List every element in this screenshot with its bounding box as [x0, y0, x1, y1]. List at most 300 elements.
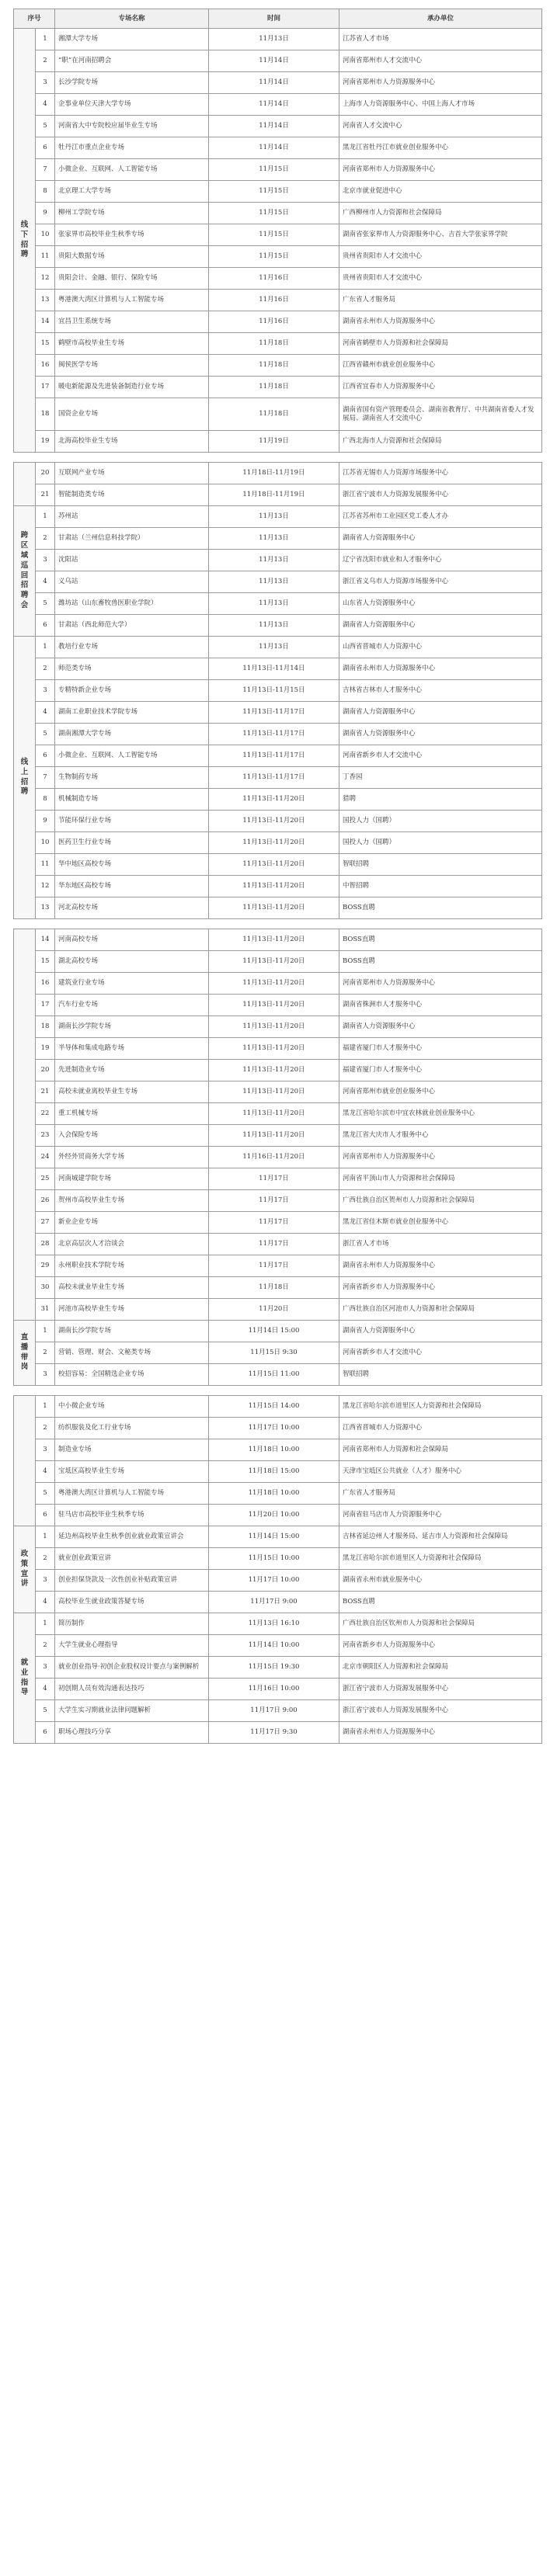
- organizer: 河南省郑州市就业创业服务中心: [339, 1081, 542, 1103]
- organizer: 湖南省人力资源服务中心: [339, 1016, 542, 1038]
- event-name: 校招容易：全国精选企业专场: [55, 1364, 209, 1386]
- organizer: 湖南省永州市人力资源服务中心: [339, 1255, 542, 1277]
- event-name: “职”在河南招聘会: [55, 50, 209, 72]
- category-cell: [14, 637, 36, 919]
- event-name: 湘潭大学专场: [55, 29, 209, 50]
- schedule-document: [13, 9, 541, 1753]
- row-number: 10: [36, 224, 55, 246]
- table-row: [14, 159, 542, 181]
- row-number: 13: [36, 897, 55, 919]
- event-name: 苏州站: [55, 506, 209, 528]
- event-time: 11月17日 9:00: [209, 1592, 339, 1613]
- organizer: 河南省郑州市人力资源服务中心: [339, 159, 542, 181]
- table-row: [14, 1103, 542, 1125]
- event-name: 医药卫生行业专场: [55, 832, 209, 854]
- event-name: 高校未就业毕业生专场: [55, 1277, 209, 1299]
- event-name: 湖南长沙学院专场: [55, 1321, 209, 1342]
- row-number: 24: [36, 1147, 55, 1168]
- row-number: 17: [36, 377, 55, 398]
- event-name: 机械制造专场: [55, 789, 209, 811]
- row-number: 4: [36, 1679, 55, 1700]
- event-time: 11月17日 9:30: [209, 1722, 339, 1744]
- event-time: 11月20日: [209, 1299, 339, 1321]
- event-time: 11月13日: [209, 528, 339, 550]
- row-number: 3: [36, 72, 55, 94]
- event-name: 国资企业专场: [55, 398, 209, 431]
- row-number: 1: [36, 1613, 55, 1635]
- event-time: 11月13日-11月17日: [209, 745, 339, 767]
- event-name: 北海高校毕业生专场: [55, 431, 209, 453]
- event-time: 11月18日: [209, 377, 339, 398]
- event-name: 中小微企业专场: [55, 1396, 209, 1418]
- organizer: 湖南省株洲市人才服务中心: [339, 995, 542, 1016]
- event-name: 柳州工学院专场: [55, 203, 209, 224]
- event-time: 11月15日: [209, 159, 339, 181]
- organizer: 湖南省人力资源服务中心: [339, 724, 542, 745]
- event-name: 专精特新企业专场: [55, 680, 209, 702]
- event-name: 华中地区高校专场: [55, 854, 209, 876]
- row-number: 3: [36, 1364, 55, 1386]
- row-number: 2: [36, 1635, 55, 1657]
- row-number: 23: [36, 1125, 55, 1147]
- row-number: 20: [36, 1060, 55, 1081]
- row-number: 5: [36, 593, 55, 615]
- event-name: 河北高校专场: [55, 897, 209, 919]
- organizer: 贵州省贵阳市人才交流中心: [339, 268, 542, 290]
- organizer: 广西壮族自治区贺州市人力资源和社会保障局: [339, 1190, 542, 1212]
- event-time: 11月15日 11:00: [209, 1364, 339, 1386]
- organizer: 浙江省宁波市人力资源发展服务中心: [339, 484, 542, 506]
- table-row: [14, 1548, 542, 1570]
- event-name: 企事业单位天津大学专场: [55, 94, 209, 116]
- organizer: 黑龙江省大庆市人才服务中心: [339, 1125, 542, 1147]
- event-name: 张家界市高校毕业生秋季专场: [55, 224, 209, 246]
- event-name: 鹤壁市高校毕业生专场: [55, 333, 209, 355]
- row-number: 7: [36, 767, 55, 789]
- event-time: 11月14日: [209, 137, 339, 159]
- event-name: 沈阳站: [55, 550, 209, 571]
- event-time: 11月13日-11月20日: [209, 973, 339, 995]
- event-time: 11月15日 9:30: [209, 1342, 339, 1364]
- event-time: 11月13日-11月17日: [209, 767, 339, 789]
- event-name: 长沙学院专场: [55, 72, 209, 94]
- organizer: 湖南省永州市人力资源服务中心: [339, 658, 542, 680]
- event-time: 11月18日-11月19日: [209, 463, 339, 484]
- category-cell: [14, 1613, 36, 1744]
- event-time: 11月13日: [209, 506, 339, 528]
- event-name: 粤港澳大湾区计算机与人工智能专场: [55, 1483, 209, 1505]
- event-name: 闽侯医学专场: [55, 355, 209, 377]
- category-cell: [14, 506, 36, 637]
- table-row: [14, 1081, 542, 1103]
- table-row: [14, 951, 542, 973]
- row-number: 11: [36, 246, 55, 268]
- event-name: 简历制作: [55, 1613, 209, 1635]
- event-time: 11月17日 10:00: [209, 1418, 339, 1439]
- organizer: 浙江省宁波市人力资源发展服务中心: [339, 1700, 542, 1722]
- header-row: [14, 9, 542, 29]
- event-name: 湖南工业职业技术学院专场: [55, 702, 209, 724]
- header-name: 专场名称: [55, 9, 209, 29]
- organizer: 黑龙江省牡丹江市就业创业服务中心: [339, 137, 542, 159]
- table-row: [14, 1038, 542, 1060]
- row-number: 1: [36, 1321, 55, 1342]
- event-time: 11月13日-11月20日: [209, 832, 339, 854]
- table-row: [14, 929, 542, 951]
- event-time: 11月14日: [209, 116, 339, 137]
- category-label: 直播带岗: [20, 1332, 29, 1372]
- organizer: 山东省人力资源服务中心: [339, 593, 542, 615]
- row-number: 7: [36, 159, 55, 181]
- event-time: 11月18日: [209, 1277, 339, 1299]
- event-name: 小微企业、互联网、人工智能专场: [55, 159, 209, 181]
- event-time: 11月17日 9:00: [209, 1700, 339, 1722]
- table-row: [14, 745, 542, 767]
- row-number: 5: [36, 116, 55, 137]
- event-name: 职场心理技巧分享: [55, 1722, 209, 1744]
- table-row: [14, 571, 542, 593]
- event-name: 师范类专场: [55, 658, 209, 680]
- row-number: 9: [36, 203, 55, 224]
- row-number: 4: [36, 94, 55, 116]
- organizer: 国投人力（国聘）: [339, 832, 542, 854]
- event-name: 河池市高校毕业生专场: [55, 1299, 209, 1321]
- row-number: 2: [36, 50, 55, 72]
- table-row: [14, 550, 542, 571]
- table-row: [14, 1342, 542, 1364]
- schedule-table: [13, 1395, 542, 1744]
- event-name: 湖北高校专场: [55, 951, 209, 973]
- organizer: 福建省厦门市人才服务中心: [339, 1038, 542, 1060]
- event-name: 贵阳会计、金融、银行、保险专场: [55, 268, 209, 290]
- event-time: 11月13日-11月20日: [209, 995, 339, 1016]
- row-number: 10: [36, 832, 55, 854]
- event-time: 11月16日 10:00: [209, 1679, 339, 1700]
- event-time: 11月14日 15:00: [209, 1321, 339, 1342]
- row-number: 14: [36, 929, 55, 951]
- organizer: BOSS直聘: [339, 1592, 542, 1613]
- row-number: 18: [36, 398, 55, 431]
- event-time: 11月14日: [209, 50, 339, 72]
- event-name: 暖电新能源及先进装备制造行业专场: [55, 377, 209, 398]
- row-number: 1: [36, 1396, 55, 1418]
- table-row: [14, 680, 542, 702]
- event-name: 入会保险专场: [55, 1125, 209, 1147]
- organizer: BOSS直聘: [339, 929, 542, 951]
- row-number: 1: [36, 506, 55, 528]
- organizer: 北京市朝阳区人力资源和社会保障局: [339, 1657, 542, 1679]
- organizer: 湖南省国有资产管理委员会、湖南省教育厅、中共湖南省委人才发展局、湖南省人才交流中心: [339, 398, 542, 431]
- event-time: 11月16日: [209, 290, 339, 311]
- organizer: 河南省郑州市人力资源服务中心: [339, 973, 542, 995]
- organizer: 黑龙江省佳木斯市就业创业服务中心: [339, 1212, 542, 1234]
- event-time: 11月13日-11月17日: [209, 724, 339, 745]
- organizer: 湖南省人力资源服务中心: [339, 1321, 542, 1342]
- organizer: BOSS直聘: [339, 951, 542, 973]
- row-number: 5: [36, 1700, 55, 1722]
- event-time: 11月18日: [209, 355, 339, 377]
- table-row: [14, 268, 542, 290]
- event-time: 11月17日: [209, 1212, 339, 1234]
- event-time: 11月14日 10:00: [209, 1635, 339, 1657]
- organizer: 猎聘: [339, 789, 542, 811]
- event-name: 汽车行业专场: [55, 995, 209, 1016]
- event-time: 11月13日: [209, 593, 339, 615]
- table-row: [14, 484, 542, 506]
- table-row: [14, 724, 542, 745]
- row-number: 21: [36, 484, 55, 506]
- table-row: [14, 615, 542, 637]
- schedule-table: [13, 462, 542, 919]
- table-row: [14, 1125, 542, 1147]
- event-time: 11月13日-11月20日: [209, 897, 339, 919]
- event-time: 11月15日 19:30: [209, 1657, 339, 1679]
- event-name: 潍坊站（山东畜牧兽医职业学院）: [55, 593, 209, 615]
- event-time: 11月13日 16:10: [209, 1613, 339, 1635]
- event-name: 创业担保贷款及一次性创业补贴政策宣讲: [55, 1570, 209, 1592]
- event-name: 生物制药专场: [55, 767, 209, 789]
- organizer: 江苏省无锡市人力资源市场服务中心: [339, 463, 542, 484]
- event-name: 河南高校专场: [55, 929, 209, 951]
- row-number: 3: [36, 680, 55, 702]
- organizer: 湖南省张家界市人力资源服务中心、吉首大学张家界学院: [339, 224, 542, 246]
- table-row: [14, 593, 542, 615]
- row-number: 5: [36, 1483, 55, 1505]
- organizer: 广西壮族自治区钦州市人力资源和社会保障局: [339, 1613, 542, 1635]
- event-name: 小微企业、互联网、人工智能专场: [55, 745, 209, 767]
- row-number: 1: [36, 29, 55, 50]
- organizer: 江西省宜春市人力资源服务中心: [339, 377, 542, 398]
- event-name: 新业企业专场: [55, 1212, 209, 1234]
- table-row: [14, 203, 542, 224]
- row-number: 8: [36, 181, 55, 203]
- event-time: 11月18日 10:00: [209, 1439, 339, 1461]
- table-row: [14, 1190, 542, 1212]
- organizer: 智联招聘: [339, 854, 542, 876]
- organizer: 吉林省吉林市人才服务中心: [339, 680, 542, 702]
- organizer: 河南省郑州市人力资源服务中心: [339, 72, 542, 94]
- table-row: [14, 1679, 542, 1700]
- row-number: 2: [36, 1548, 55, 1570]
- event-time: 11月16日-11月20日: [209, 1147, 339, 1168]
- event-time: 11月17日: [209, 1255, 339, 1277]
- event-name: 互联网产业专场: [55, 463, 209, 484]
- organizer: 河南省新乡市人力资源服务中心: [339, 1635, 542, 1657]
- organizer: 湖南省永州市就业服务中心: [339, 1570, 542, 1592]
- row-number: 14: [36, 311, 55, 333]
- event-name: 制造业专场: [55, 1439, 209, 1461]
- event-time: 11月14日: [209, 94, 339, 116]
- organizer: 广西北海市人力资源和社会保障局: [339, 431, 542, 453]
- row-number: 6: [36, 1505, 55, 1526]
- event-time: 11月17日: [209, 1234, 339, 1255]
- category-cell: [14, 1321, 36, 1386]
- event-name: 北京理工大学专场: [55, 181, 209, 203]
- row-number: 12: [36, 876, 55, 897]
- row-number: 27: [36, 1212, 55, 1234]
- event-name: 高校毕业生就业政策答疑专场: [55, 1592, 209, 1613]
- row-number: 3: [36, 550, 55, 571]
- table-row: [14, 1168, 542, 1190]
- row-number: 25: [36, 1168, 55, 1190]
- organizer: 北京市就业促进中心: [339, 181, 542, 203]
- event-name: 湖南长沙学院专场: [55, 1016, 209, 1038]
- table-row: [14, 311, 542, 333]
- event-time: 11月13日-11月20日: [209, 811, 339, 832]
- event-time: 11月13日-11月20日: [209, 951, 339, 973]
- table-row: [14, 1657, 542, 1679]
- event-time: 11月13日-11月20日: [209, 1103, 339, 1125]
- row-number: 9: [36, 811, 55, 832]
- row-number: 22: [36, 1103, 55, 1125]
- table-row: [14, 398, 542, 431]
- event-name: 节能环保行业专场: [55, 811, 209, 832]
- row-number: 20: [36, 463, 55, 484]
- table-row: [14, 1060, 542, 1081]
- organizer: 浙江省义乌市人力资源市场服务中心: [339, 571, 542, 593]
- table-row: [14, 333, 542, 355]
- organizer: 河南省郑州市人力资源服务中心: [339, 1147, 542, 1168]
- table-row: [14, 1439, 542, 1461]
- event-time: 11月19日: [209, 431, 339, 453]
- event-name: 宝坻区高校毕业生专场: [55, 1461, 209, 1483]
- event-time: 11月13日-11月17日: [209, 702, 339, 724]
- row-number: 18: [36, 1016, 55, 1038]
- organizer: 湖南省永州市人力资源服务中心: [339, 1722, 542, 1744]
- table-row: [14, 431, 542, 453]
- organizer: 上海市人力资源服务中心、中国上海人才市场: [339, 94, 542, 116]
- table-row: [14, 355, 542, 377]
- event-name: 重工机械专场: [55, 1103, 209, 1125]
- table-row: [14, 246, 542, 268]
- table-row: [14, 637, 542, 658]
- event-name: 建筑业行业专场: [55, 973, 209, 995]
- event-time: 11月16日: [209, 311, 339, 333]
- event-name: 就业创业指导·初创企业股权设计要点与案例解析: [55, 1657, 209, 1679]
- row-number: 1: [36, 637, 55, 658]
- organizer: 河南省新乡市人才交流中心: [339, 745, 542, 767]
- category-label: 政策宣讲: [20, 1549, 29, 1588]
- row-number: 6: [36, 745, 55, 767]
- table-row: [14, 1299, 542, 1321]
- category-cell: [14, 1396, 36, 1526]
- event-time: 11月13日: [209, 550, 339, 571]
- row-number: 4: [36, 1461, 55, 1483]
- event-name: 湖南湘潭大学专场: [55, 724, 209, 745]
- event-time: 11月18日 15:00: [209, 1461, 339, 1483]
- table-row: [14, 995, 542, 1016]
- event-time: 11月13日-11月20日: [209, 1125, 339, 1147]
- row-number: 4: [36, 571, 55, 593]
- schedule-table: [13, 929, 542, 1386]
- row-number: 30: [36, 1277, 55, 1299]
- header-org: 承办单位: [339, 9, 542, 29]
- header-number: 序号: [14, 9, 55, 29]
- event-time: 11月15日: [209, 246, 339, 268]
- table-row: [14, 463, 542, 484]
- table-row: [14, 1321, 542, 1342]
- row-number: 3: [36, 1657, 55, 1679]
- table-row: [14, 702, 542, 724]
- row-number: 13: [36, 290, 55, 311]
- event-name: 延边州高校毕业生秋季创业就业政策宣讲会: [55, 1526, 209, 1548]
- organizer: 河南省郑州市人力资源和社会保障局: [339, 1439, 542, 1461]
- table-row: [14, 1526, 542, 1548]
- organizer: 江西省晋城市人力资源中心: [339, 1418, 542, 1439]
- table-row: [14, 854, 542, 876]
- event-name: 智能制造类专场: [55, 484, 209, 506]
- organizer: 丁香园: [339, 767, 542, 789]
- organizer: 河南省郑州市人才交流中心: [339, 50, 542, 72]
- organizer: 河南省新乡市人才交流中心: [339, 1342, 542, 1364]
- table-row: [14, 377, 542, 398]
- event-time: 11月13日-11月15日: [209, 680, 339, 702]
- table-row: [14, 290, 542, 311]
- row-number: 4: [36, 1592, 55, 1613]
- event-name: 初创期人员有效沟通表达技巧: [55, 1679, 209, 1700]
- row-number: 1: [36, 1526, 55, 1548]
- organizer: 天津市宝坻区公共就业（人才）服务中心: [339, 1461, 542, 1483]
- table-row: [14, 1396, 542, 1418]
- event-name: 大学生实习期就业法律问题解析: [55, 1700, 209, 1722]
- event-name: 贺州市高校毕业生专场: [55, 1190, 209, 1212]
- event-name: 北京高层次人才洽谈会: [55, 1234, 209, 1255]
- event-time: 11月18日-11月19日: [209, 484, 339, 506]
- category-label: 就业指导: [20, 1658, 29, 1697]
- organizer: 湖南省人力资源服务中心: [339, 528, 542, 550]
- event-time: 11月13日-11月20日: [209, 1081, 339, 1103]
- table-row: [14, 50, 542, 72]
- table-row: [14, 658, 542, 680]
- organizer: 山西省晋城市人力资源中心: [339, 637, 542, 658]
- event-time: 11月15日: [209, 224, 339, 246]
- table-row: [14, 1147, 542, 1168]
- row-number: 2: [36, 1418, 55, 1439]
- table-row: [14, 94, 542, 116]
- table-row: [14, 1212, 542, 1234]
- event-time: 11月17日: [209, 1168, 339, 1190]
- row-number: 2: [36, 1342, 55, 1364]
- event-time: 11月13日-11月20日: [209, 1038, 339, 1060]
- organizer: 黑龙江省哈尔滨市中宜农林就业创业服务中心: [339, 1103, 542, 1125]
- organizer: 广西壮族自治区河池市人力资源和社会保障局: [339, 1299, 542, 1321]
- table-row: [14, 832, 542, 854]
- organizer: 江西省赣州市就业创业服务中心: [339, 355, 542, 377]
- organizer: 吉林省延边州人才服务局、延吉市人力资源和社会保障局: [339, 1526, 542, 1548]
- organizer: BOSS直聘: [339, 897, 542, 919]
- organizer: 黑龙江省哈尔滨市道里区人力资源和社会保障局: [339, 1548, 542, 1570]
- row-number: 6: [36, 137, 55, 159]
- event-time: 11月18日: [209, 398, 339, 431]
- table-row: [14, 1700, 542, 1722]
- event-name: 甘肃站（西北师范大学）: [55, 615, 209, 637]
- event-name: 甘肃站（兰州信息科技学院）: [55, 528, 209, 550]
- event-time: 11月15日 14:00: [209, 1396, 339, 1418]
- organizer: 中智招聘: [339, 876, 542, 897]
- table-row: [14, 897, 542, 919]
- event-time: 11月13日: [209, 615, 339, 637]
- category-cell: [14, 1526, 36, 1613]
- category-cell: [14, 29, 36, 453]
- event-name: 驻马店市高校毕业生秋季专场: [55, 1505, 209, 1526]
- organizer: 广东省人才服务局: [339, 290, 542, 311]
- event-time: 11月13日-11月20日: [209, 1016, 339, 1038]
- row-number: 3: [36, 1439, 55, 1461]
- event-time: 11月13日-11月20日: [209, 876, 339, 897]
- table-row: [14, 1613, 542, 1635]
- row-number: 29: [36, 1255, 55, 1277]
- organizer: 江苏省苏州市工业园区党工委人才办: [339, 506, 542, 528]
